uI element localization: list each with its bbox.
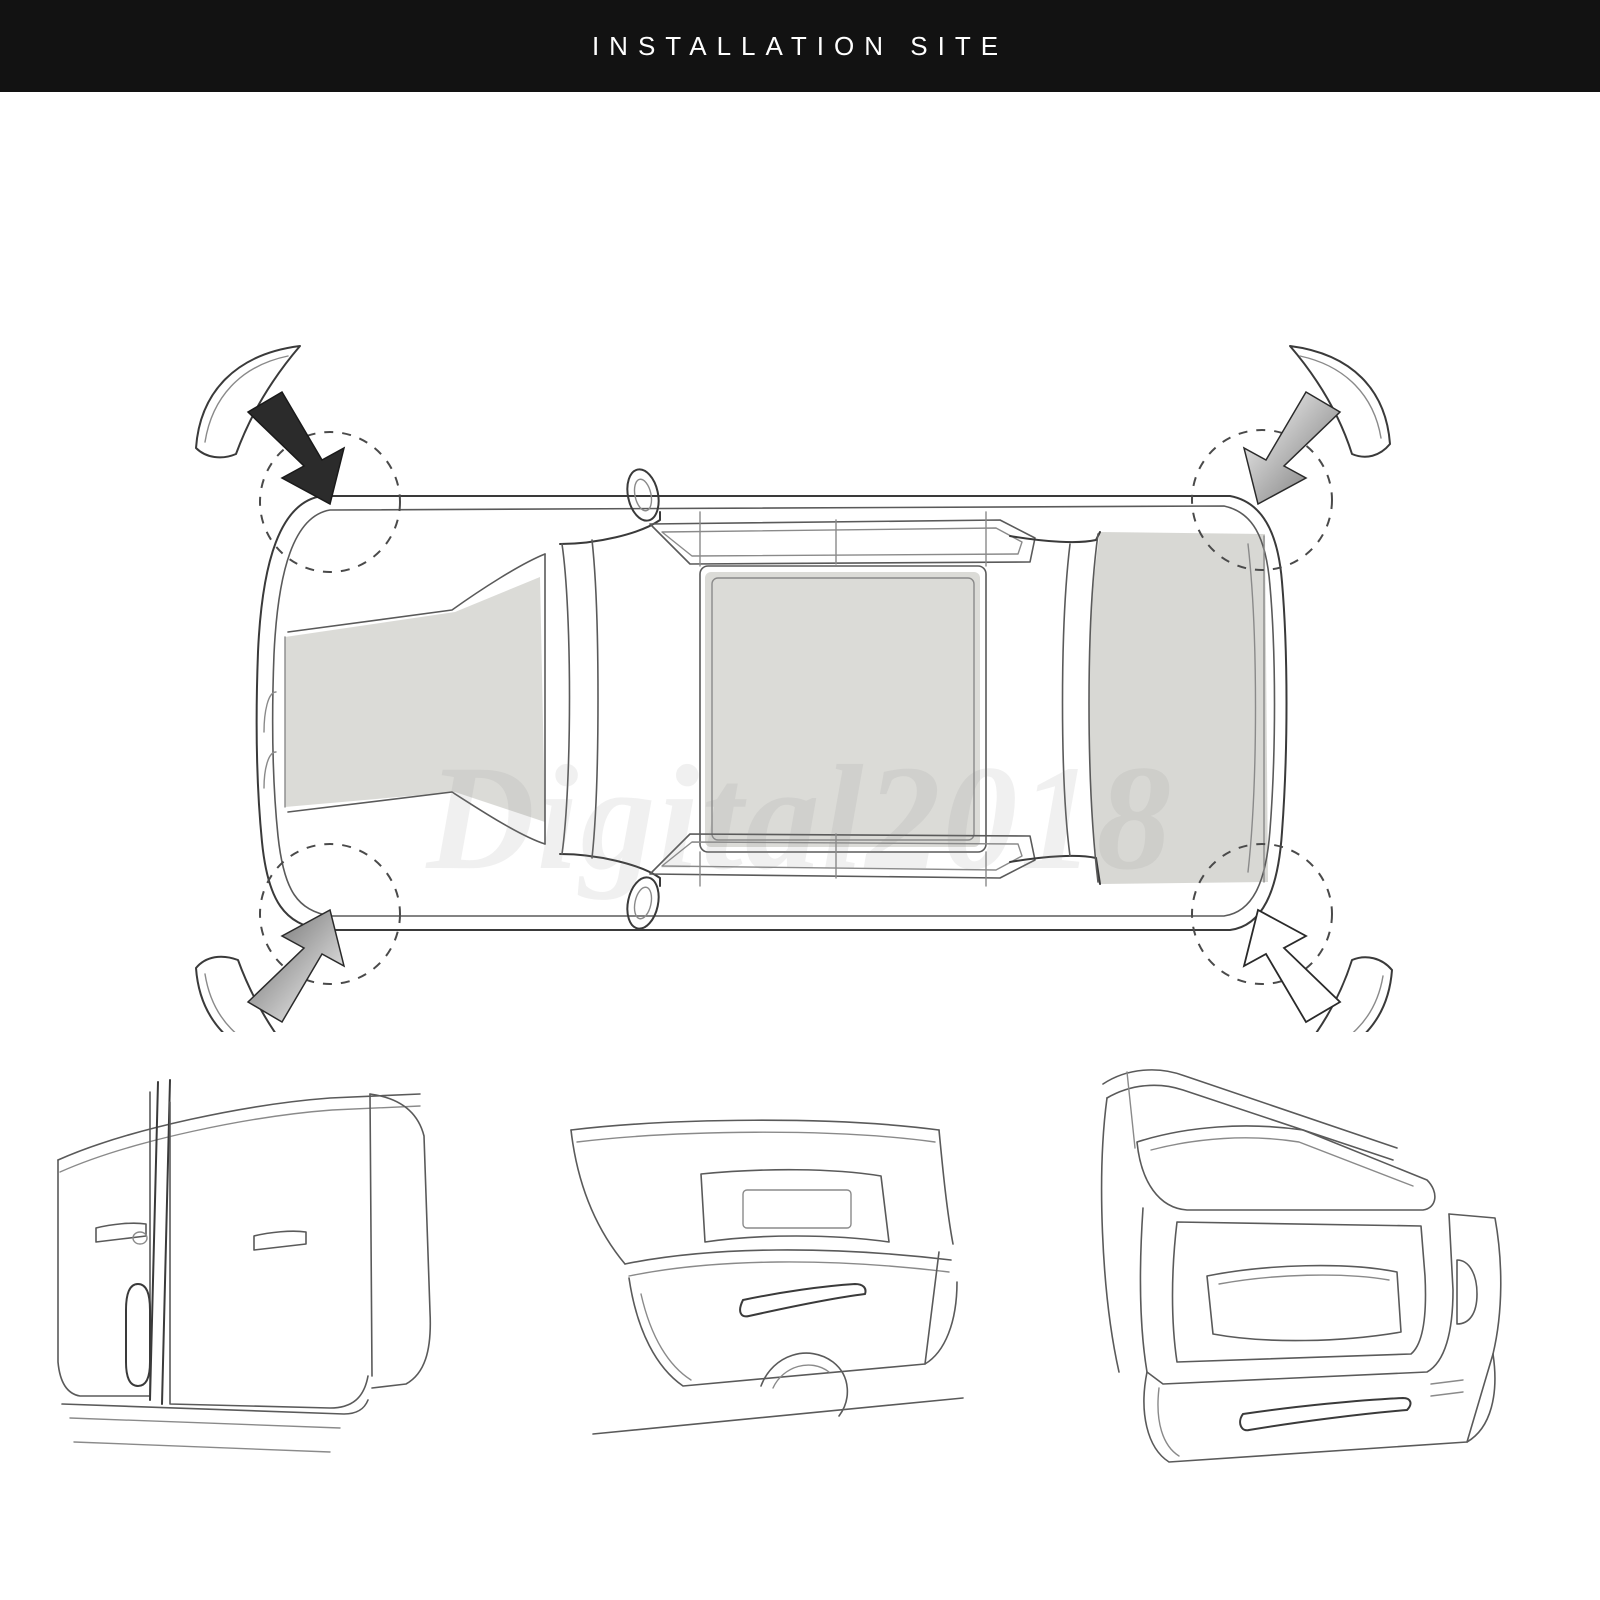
car-top-view-diagram [0,92,1600,1032]
side-door-view-svg [0,1032,533,1592]
door-edge-trim-strip [126,1284,150,1386]
panel-trunk-open [1067,1032,1600,1592]
panel-rear-bumper [533,1032,1066,1592]
panel-door-edge [0,1032,533,1592]
roof-zone [705,572,980,847]
arrow-rear-right [1244,910,1340,1022]
highlight-zones [285,532,1268,884]
rear-bumper-outline [571,1120,963,1434]
rear-bumper-view-svg [533,1032,1066,1592]
bottom-panel-row [0,1032,1600,1592]
open-trunk-view-svg [1067,1032,1600,1592]
header-bar [0,0,1600,92]
arrow-rear-left [248,910,344,1022]
page-title: INSTALLATION SITE [591,30,1009,61]
trunk-sill-trim-strip [1240,1398,1410,1430]
trunk-open-outline [1101,1070,1500,1462]
door-outline [58,1080,430,1452]
bumper-trim-strip [740,1284,865,1316]
arrow-front-right [1244,392,1340,504]
trunk-zone [1089,532,1268,884]
car-top-view-svg [0,92,1600,1032]
hood-zone [285,577,545,822]
